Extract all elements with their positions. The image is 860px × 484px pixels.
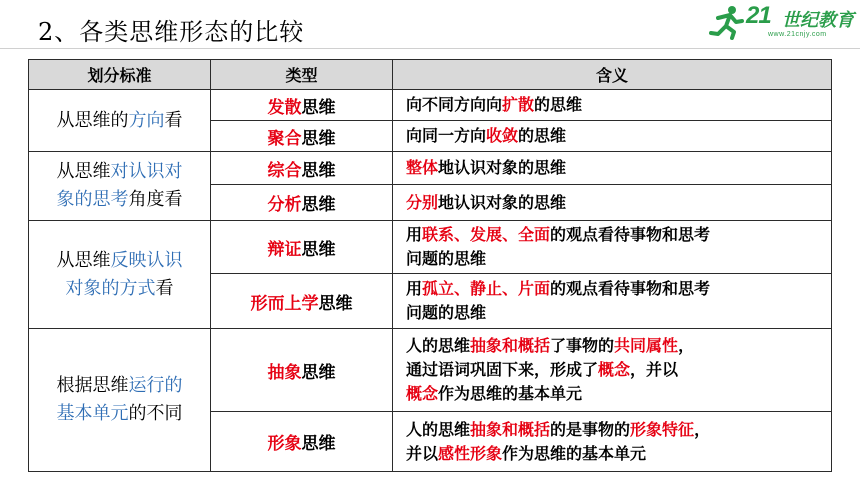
meaning-cell: [393, 185, 832, 221]
highlight-text: 形象特征: [630, 419, 695, 439]
plain-text: ，并以: [630, 360, 679, 379]
highlight-text: 扩散: [502, 95, 535, 114]
highlight-text: 孤立、静止、片面: [422, 279, 551, 298]
plain-text: 用: [406, 225, 423, 244]
header-criterion: 划分标准: [29, 60, 211, 90]
type-cell: [211, 152, 393, 185]
plain-text: 思维: [301, 195, 336, 215]
highlight-text: 概念: [598, 360, 631, 379]
plain-text: 看: [164, 109, 183, 131]
plain-text: 根据思维: [56, 375, 129, 396]
logo-number: 21: [746, 2, 771, 29]
plain-text: 向同一方向: [406, 126, 487, 145]
plain-text: 的观点看待事物和思考: [550, 225, 711, 244]
header-meaning: 含义: [393, 60, 832, 90]
meaning-cell: [393, 412, 832, 472]
table-header-row: [29, 60, 832, 90]
plain-text: 的不同: [128, 403, 183, 424]
logo-name: 世纪教育: [782, 10, 854, 31]
meaning-cell: [393, 121, 832, 152]
highlight-text: 抽象和概括: [470, 336, 551, 355]
plain-text: 从思维的: [56, 109, 129, 131]
type-cell: [211, 185, 393, 221]
meaning-cell: [393, 152, 832, 185]
highlight-text: 形而上学: [250, 293, 319, 314]
page-title: 2、各类思维形态的比较: [38, 18, 305, 46]
plain-text: 问题的思维: [406, 249, 487, 268]
plain-text: 问题的思维: [406, 303, 487, 322]
logo-url: www.21cnjy.com: [768, 31, 827, 38]
highlight-text: 综合: [267, 160, 302, 181]
highlight-text: 辩证: [267, 239, 302, 260]
plain-text: 地认识对象的思维: [438, 192, 567, 212]
plain-text: 用: [406, 279, 423, 298]
highlight-text: 联系、发展、全面: [422, 225, 551, 244]
meaning-cell: [393, 329, 832, 412]
header-type: 类型: [211, 60, 393, 90]
type-cell: [211, 329, 393, 412]
plain-text: 思维: [301, 434, 336, 454]
plain-text: 从思维: [56, 249, 111, 271]
emphasis-text: 方向: [128, 109, 165, 131]
plain-text: 思维: [301, 97, 336, 118]
emphasis-text: 反映认识: [110, 249, 183, 271]
type-cell: [211, 121, 393, 152]
plain-text: ，: [694, 419, 711, 439]
type-cell: [211, 221, 393, 274]
plain-text: 的是事物的: [550, 419, 631, 439]
comparison-table: [28, 59, 832, 472]
emphasis-text: 运行的: [128, 375, 183, 396]
plain-text: 思维: [318, 293, 353, 314]
highlight-text: 整体: [406, 158, 439, 177]
highlight-text: 分析: [267, 195, 302, 215]
table-row: [29, 221, 832, 274]
highlight-text: 概念: [406, 384, 439, 403]
plain-text: 从思维: [56, 161, 111, 182]
brand-logo: [706, 2, 856, 46]
plain-text: 的思维: [518, 126, 567, 145]
plain-text: 向不同方向向: [406, 95, 503, 114]
criterion-cell: [29, 90, 211, 152]
highlight-text: 分别: [406, 192, 439, 212]
plain-text: ，: [678, 336, 695, 355]
plain-text: 作为思维的基本单元: [438, 384, 583, 403]
highlight-text: 发散: [267, 97, 302, 118]
plain-text: 并以: [406, 443, 439, 463]
plain-text: 思维: [301, 160, 336, 181]
type-cell: [211, 90, 393, 121]
type-cell: [211, 412, 393, 472]
plain-text: 思维: [301, 128, 336, 149]
plain-text: 思维: [301, 362, 336, 383]
plain-text: 人的思维: [406, 336, 471, 355]
plain-text: 思维: [301, 239, 336, 260]
highlight-text: 感性形象: [438, 443, 503, 463]
table-row: [29, 329, 832, 412]
highlight-text: 形象: [267, 434, 302, 454]
meaning-cell: [393, 221, 832, 274]
criterion-cell: [29, 329, 211, 472]
plain-text: 的观点看待事物和思考: [550, 279, 711, 298]
criterion-cell: [29, 152, 211, 221]
emphasis-text: 基本单元: [56, 403, 129, 424]
emphasis-text: 对认识对: [110, 161, 183, 182]
plain-text: 通过语词巩固下来，形成了: [406, 360, 599, 379]
highlight-text: 聚合: [267, 128, 302, 149]
plain-text: 了事物的: [550, 336, 615, 355]
plain-text: 角度看: [128, 189, 183, 210]
table-row: [29, 152, 832, 185]
type-cell: [211, 274, 393, 329]
runner-icon: [708, 4, 744, 40]
plain-text: 的思维: [534, 95, 583, 114]
meaning-cell: [393, 274, 832, 329]
highlight-text: 抽象: [267, 362, 302, 383]
table-row: [29, 90, 832, 121]
meaning-cell: [393, 90, 832, 121]
highlight-text: 共同属性: [614, 336, 679, 355]
criterion-cell: [29, 221, 211, 329]
plain-text: 地认识对象的思维: [438, 158, 567, 177]
emphasis-text: 对象的方式: [65, 277, 156, 299]
plain-text: 看: [155, 277, 174, 299]
highlight-text: 抽象和概括: [470, 419, 551, 439]
header-divider: [0, 48, 860, 49]
plain-text: 人的思维: [406, 419, 471, 439]
emphasis-text: 象的思考: [56, 189, 129, 210]
highlight-text: 收敛: [486, 126, 519, 145]
plain-text: 作为思维的基本单元: [502, 443, 647, 463]
